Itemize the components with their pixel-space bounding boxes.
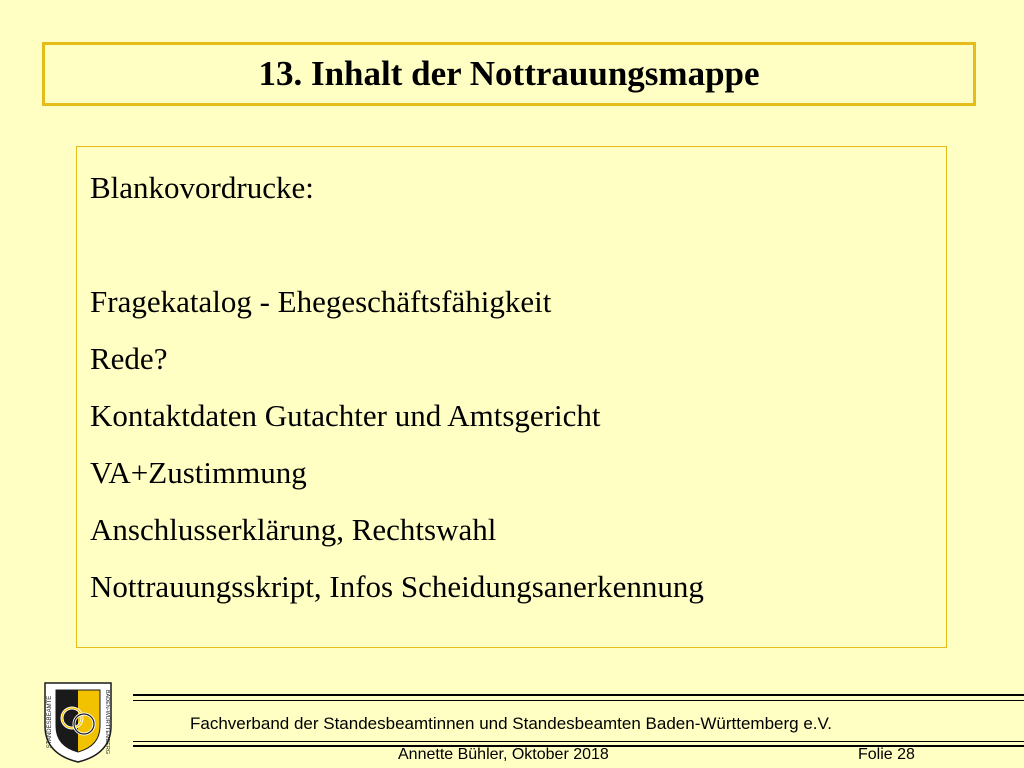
logo-text-left: STANDESBEAMTE [47, 695, 53, 749]
content-line-nottrauungsskript: Nottrauungsskript, Infos Scheidungsanerkennung [90, 569, 704, 604]
content-line-blankovordrucke: Blankovordrucke: [90, 170, 314, 205]
content-line-anschlusserklaerung: Anschlusserklärung, Rechtswahl [90, 512, 497, 547]
footer-divider-top-thin [133, 700, 1024, 701]
footer-slide-number: Folie 28 [858, 746, 915, 763]
footer-divider-bottom-thin [133, 741, 1024, 742]
footer-organization: Fachverband der Standesbeamtinnen und Standesbeamten Baden-Württemberg e.V. [190, 714, 833, 733]
title-box [42, 42, 976, 106]
rings-emblem-icon [41, 680, 115, 764]
content-box [76, 146, 947, 648]
content-line-fragekatalog: Fragekatalog - Ehegeschäftsfähigkeit [90, 284, 552, 319]
content-line-va-zustimmung: VA+Zustimmung [90, 455, 307, 490]
slide-title: 13. Inhalt der Nottrauungsmappe [258, 54, 760, 93]
logo-text-right: BADEN-WÜRTTEMBERG [104, 689, 110, 755]
footer-divider-top [133, 694, 1024, 696]
content-line-kontaktdaten: Kontaktdaten Gutachter und Amtsgericht [90, 398, 601, 433]
footer-author-date: Annette Bühler, Oktober 2018 [398, 746, 609, 763]
content-line-rede: Rede? [90, 341, 168, 376]
content-line-blank [90, 216, 946, 273]
